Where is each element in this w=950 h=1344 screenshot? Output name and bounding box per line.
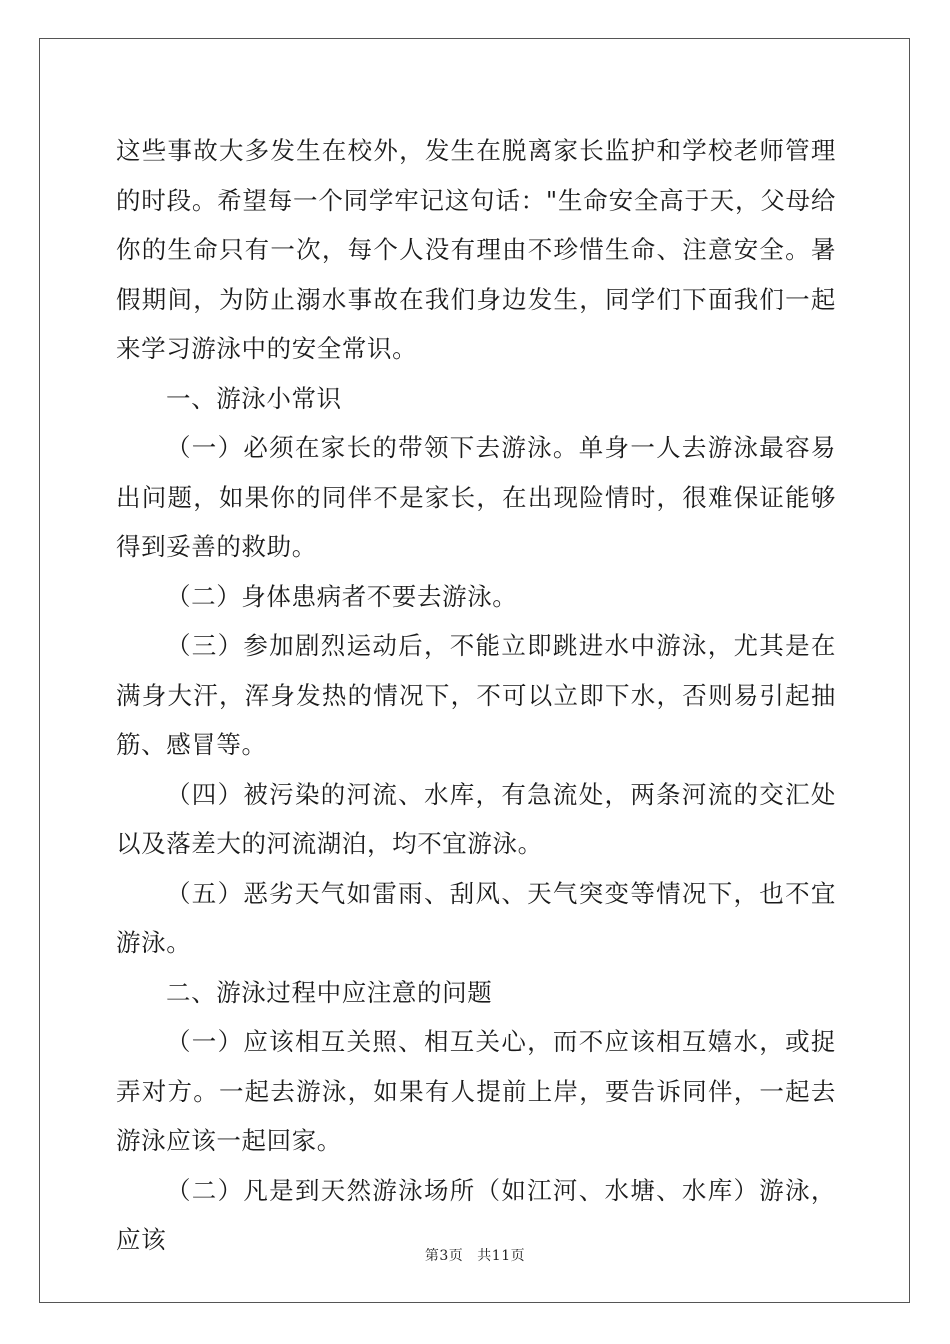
paragraph: （二）凡是到天然游泳场所（如江河、水塘、水库）游泳，应该 <box>116 1175 836 1254</box>
section-heading: 一、游泳小常识 <box>166 383 342 413</box>
paragraph: （四）被污染的河流、水库，有急流处，两条河流的交汇处以及落差大的河流湖泊，均不宜游泳。 <box>116 779 836 858</box>
paragraph: （二）身体患病者不要去游泳。 <box>166 581 518 611</box>
paragraph: （一）应该相互关照、相互关心，而不应该相互嬉水，或捉弄对方。一起去游泳，如果有人提前上岸，要告诉同伴，一起去游泳应该一起回家。 <box>116 1027 836 1155</box>
page-total: 共11页 <box>477 1248 526 1264</box>
paragraph: 这些事故大多发生在校外，发生在脱离家长监护和学校老师管理的时段。希望每一个同学牢记这句话："生命安全高于天，父母给你的生命只有一次，每个人没有理由不珍惜生命、注意安全。暑假期间，为防止溺水事故在我们身边发生，同学们下面我们一起来学习游泳中的安全常识。 <box>116 136 836 363</box>
paragraph: （三）参加剧烈运动后，不能立即跳进水中游泳，尤其是在满身大汗，浑身发热的情况下，不可以立即下水，否则易引起抽筋、感冒等。 <box>116 631 836 759</box>
page-footer <box>0 1245 950 1265</box>
page-number: 第3页 <box>424 1248 464 1264</box>
paragraph: （一）必须在家长的带领下去游泳。单身一人去游泳最容易出问题，如果你的同伴不是家长，在出现险情时，很难保证能够得到妥善的救助。 <box>116 433 836 561</box>
section-heading: 二、游泳过程中应注意的问题 <box>166 977 493 1007</box>
document-body <box>116 126 836 1265</box>
paragraph: （五）恶劣天气如雷雨、刮风、天气突变等情况下，也不宜游泳。 <box>116 878 836 957</box>
